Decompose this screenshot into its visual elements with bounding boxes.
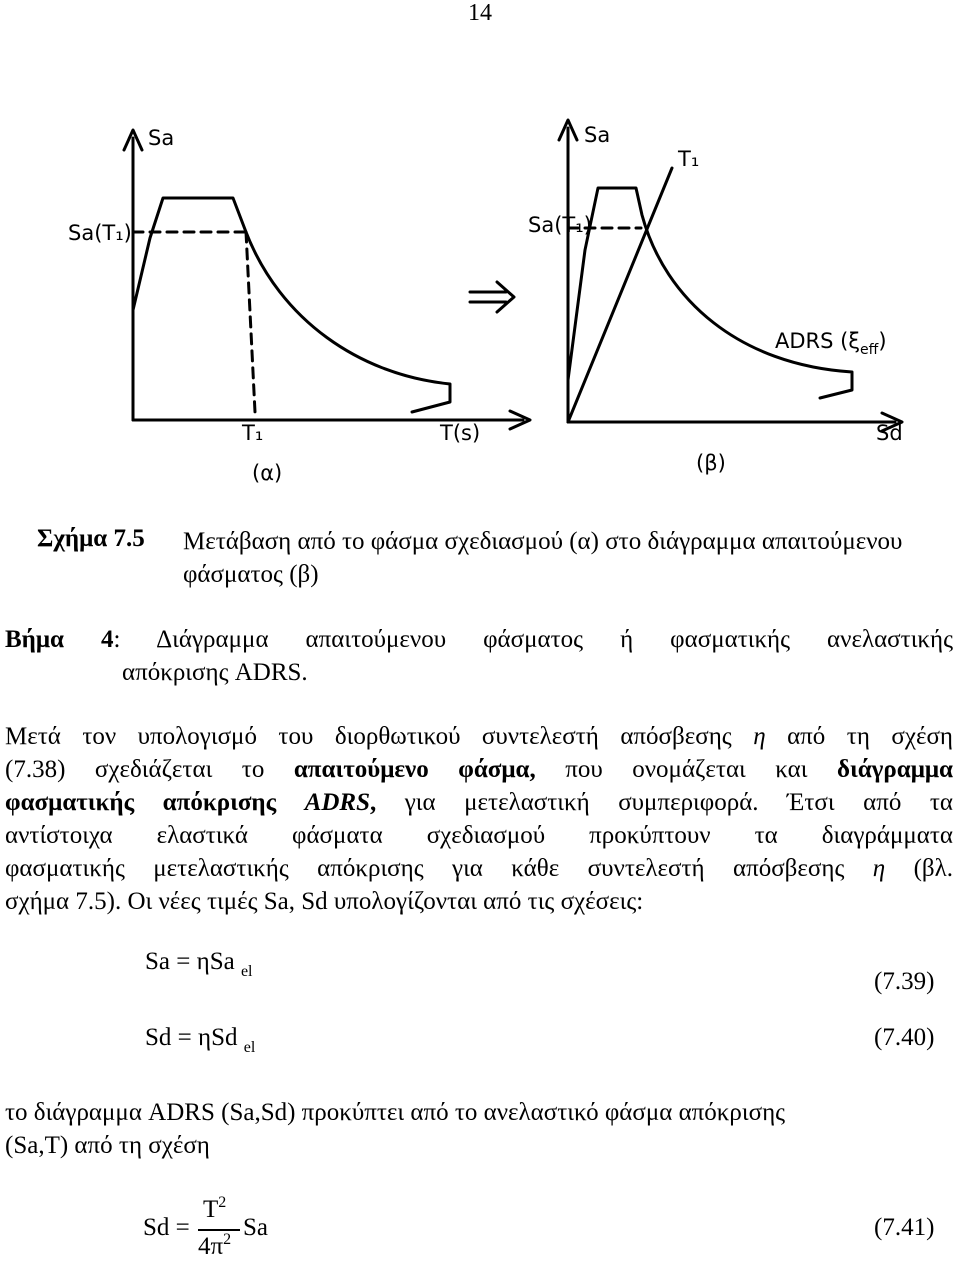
equation-7-41-denominator: $4\pi^2$ xyxy=(198,1231,232,1260)
left-t1-label: T₁ xyxy=(242,421,264,445)
right-y-axis-label: Sa xyxy=(584,123,611,147)
right-x-axis-label: Sd xyxy=(876,421,903,445)
left-y-axis-label: Sa xyxy=(148,126,175,150)
equation-7-41-rhs: Sa xyxy=(243,1214,268,1241)
step-line-1: Βήμα 4: Διάγραμμα απαιτούμενου φάσματος ή φασματικής ανελαστικής xyxy=(5,626,953,653)
transition-arrow xyxy=(470,282,514,312)
equation-7-41-numerator: $T^2$ xyxy=(203,1194,227,1223)
left-x-axis-label: T(s) xyxy=(440,421,481,445)
left-t1-dash xyxy=(246,232,255,412)
paragraph-line-2: (7.38) σχεδιάζεται το απαιτούμενο φάσμα, που ονομάζεται και διάγραμμα xyxy=(5,756,953,783)
equation-7-39: Sa = ηSa $_{el}$ xyxy=(145,948,253,980)
step-title: Διάγραμμα απαιτούμενου φάσματος ή φασματικής ανελαστικής xyxy=(156,626,953,653)
after-line-2: (Sa,T) από τη σχέση xyxy=(5,1132,210,1159)
equation-7-40: Sd = ηSd $_{el}$ xyxy=(145,1024,256,1056)
paragraph-line-1: Μετά τον υπολογισμό του διορθωτικού συντελεστή απόσβεσης η από τη σχέση xyxy=(5,723,953,750)
paragraph-line-6: σχήμα 7.5). Οι νέες τιμές Sa, Sd υπολογίζονται από τις σχέσεις: xyxy=(5,888,644,915)
paragraph-line-4: αντίστοιχα ελαστικά φάσματα σχεδιασμού προκύπτουν τα διαγράμματα xyxy=(5,822,953,849)
right-sa-t1-label: Sa(T₁) xyxy=(528,213,592,237)
right-t1-line xyxy=(568,168,672,422)
right-panel-tag: (β) xyxy=(696,451,726,475)
right-curve-label: ADRS (ξ xyxy=(775,329,861,353)
left-panel-tag: (α) xyxy=(252,461,283,485)
equation-7-41-lhs: Sd = xyxy=(143,1214,190,1241)
after-line-1: το διάγραμμα ADRS (Sa,Sd) προκύπτει από το ανελαστικό φάσμα απόκρισης xyxy=(5,1099,786,1126)
figure-caption-text: Μετάβαση από το φάσμα σχεδιασμού (α) στο διάγραμμα απαιτούμενου φάσματος (β) xyxy=(183,528,903,588)
fraction-bar xyxy=(198,1229,240,1231)
page-number: 14 xyxy=(468,0,492,26)
right-curve-label-close: ) xyxy=(878,329,887,353)
paragraph-line-3: φασματικής απόκρισης ADRS, για μετελαστική συμπεριφορά. Έτσι από τα xyxy=(5,789,953,816)
equation-number-7-39: (7.39) xyxy=(874,968,935,995)
right-t1-line-label: T₁ xyxy=(678,147,700,171)
paragraph-line-5: φασματικής μετελαστικής απόκρισης για κάθε συντελεστή απόσβεσης η (βλ. xyxy=(5,855,953,882)
right-adrs-curve xyxy=(568,188,852,398)
equation-number-7-41: (7.41) xyxy=(874,1214,935,1241)
left-sa-t1-label: Sa(T₁) xyxy=(68,221,132,245)
left-spectrum-curve xyxy=(133,198,450,412)
svg-text:ADRS (ξeff) xyxy=(775,329,887,358)
figure-sketch xyxy=(0,0,960,500)
step-line-2: απόκρισης ADRS. xyxy=(122,659,308,686)
right-curve-label-sub: eff xyxy=(860,342,879,358)
step-label: Βήμα 4 xyxy=(5,626,114,653)
equation-number-7-40: (7.40) xyxy=(874,1024,935,1051)
figure-caption-number: Σχήμα 7.5 xyxy=(37,525,145,552)
